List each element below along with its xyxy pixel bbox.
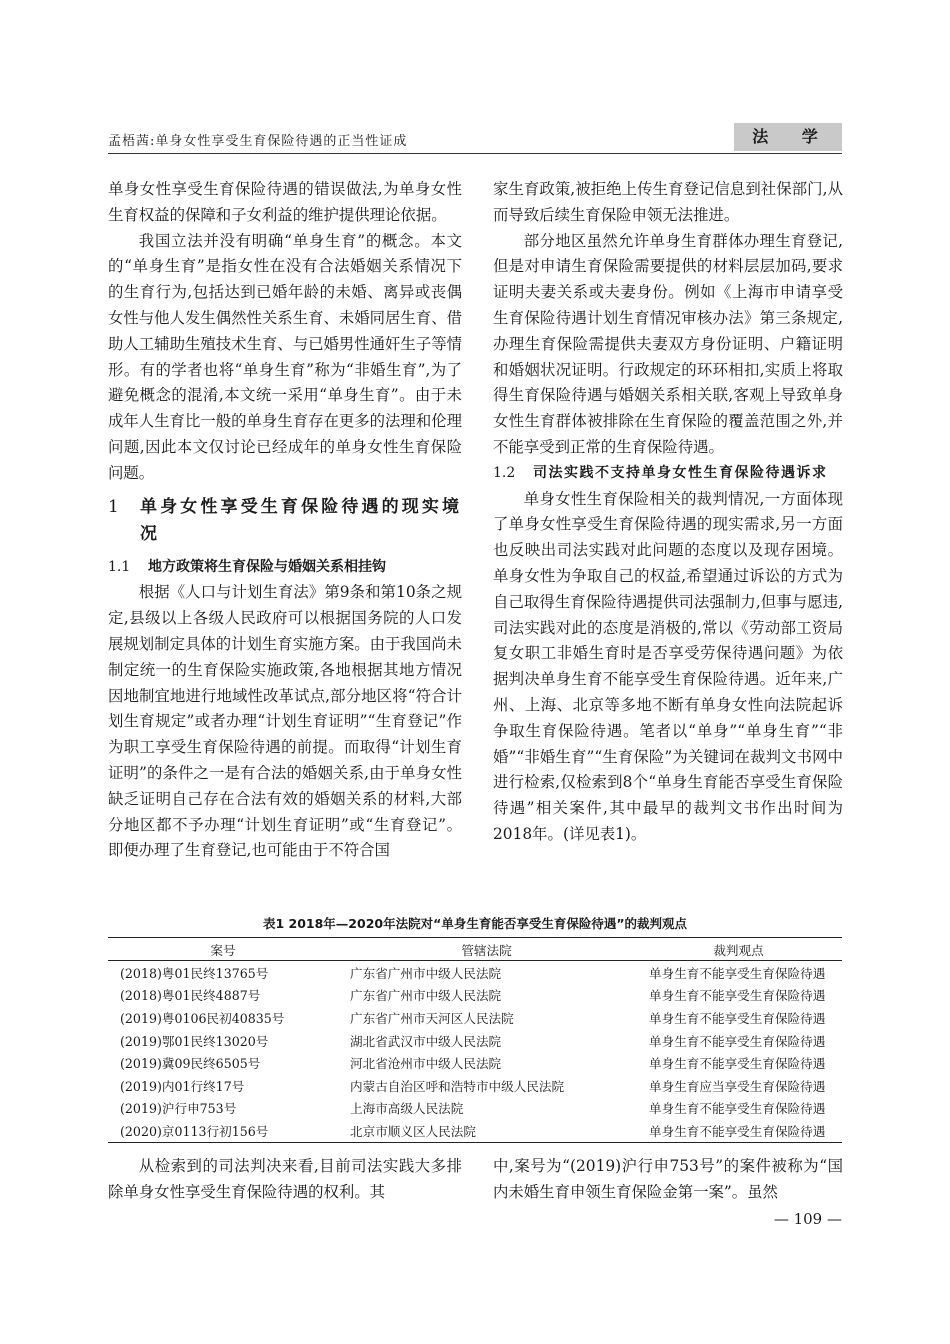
court: 河北省沧州市中级人民法院: [350, 1056, 502, 1072]
running-header: [108, 123, 842, 151]
court: 湖北省武汉市中级人民法院: [350, 1033, 502, 1049]
subsection-number: 1.2: [493, 464, 516, 481]
table-row: [108, 1051, 842, 1074]
court: 北京市顺义区人民法院: [338, 1119, 635, 1142]
section-title: 单身女性享受生育保险待遇的现实境况: [140, 496, 462, 544]
ruling: 单身生育应当享受生育保险待遇: [649, 1078, 826, 1094]
paragraph: 我国立法并没有明确“单身生育”的概念。本文的“单身生育”是指女性在没有合法婚姻关系情况下的生育行为,包括达到已婚年龄的未婚、离异或丧偶女性与他人发生偶然性关系生育、未婚同居生育、借助人工辅助生殖技术生育、与已婚男性通奸生子等情形。有的学者也将“单身生育”称为“非婚生育”,为了避免概念的混淆,本文统一采用“单身生育”。由于未成年人生育比一般的单身生育存在更多的法理和伦理问题,因此本文仅讨论已经成年的单身女性生育保险问题。: [108, 231, 462, 482]
running-title: 孟梧茜:单身女性享受生育保险待遇的正当性证成: [108, 134, 408, 149]
section-number: 1: [108, 496, 119, 517]
court: 广东省广州市中级人民法院: [350, 988, 502, 1004]
column-header: 裁判观点: [635, 938, 842, 961]
court: 内蒙古自治区呼和浩特市中级人民法院: [350, 1078, 565, 1094]
table-row: [108, 984, 842, 1007]
left-column: [108, 177, 462, 864]
table-row: [108, 961, 842, 984]
table-header-row: [108, 938, 842, 961]
ruling: 单身生育不能享受生育保险待遇: [649, 1056, 826, 1072]
column-header: 管辖法院: [338, 938, 635, 961]
paragraph: 根据《人口与计划生育法》第9条和第10条之规定,县级以上各级人民政府可以根据国务院的人口发展规划制定具体的计划生育实施方案。由于我国尚未制定统一的生育保险实施政策,各地根据其地方情况因地制宜地进行地域性改革试点,部分地区将“符合计划生育规定”或者办理“计划生育证明”“生育登记”作为职工享受生育保险待遇的前提。而取得“计划生育证明”的条件之一是有合法的婚姻关系,由于单身女性缺乏证明自己存在合法有效的婚姻关系的材料,大部分地区都不予办理“计划生育证明”或“生育登记”。即便办理了生育登记,也可能由于不符合国: [108, 583, 462, 860]
case-number: (2019)鄂01民终13020号: [120, 1033, 269, 1049]
case-number: (2018)粤01民终13765号: [120, 965, 269, 981]
paragraph: 单身女性生育保险相关的裁判情况,一方面体现了单身女性享受生育保险待遇的现实需求,另一方面也反映出司法实践对此问题的态度以及现存困境。单身女性为争取自己的权益,希望通过诉讼的方式为自己取得生育保险待遇提供司法强制力,但事与愿违,司法实践对此的态度是消极的,常以《劳动部工资局复女职工非婚生育时是否享受劳保待遇问题》为依据判决单身生育不能享受生育保险待遇。近年来,广州、上海、北京等多地不断有单身女性向法院起诉争取生育保险待遇。笔者以“单身”“单身生育”“非婚”“非婚生育”“生育保险”为关键词在裁判文书网中进行检索,仅检索到8个“单身生育能否享受生育保险待遇”相关案件,其中最早的裁判文书作出时间为2018年。(详见表1)。: [493, 489, 843, 843]
table-caption: 表1 2018年—2020年法院对“单身生育能否享受生育保险待遇”的裁判观点: [262, 916, 688, 931]
header-divider: [108, 153, 842, 154]
court: 广东省广州市中级人民法院: [350, 965, 502, 981]
subsection-title: 司法实践不支持单身女性生育保险待遇诉求: [533, 464, 828, 481]
paragraph: 单身女性享受生育保险待遇的错误做法,为单身女性生育权益的保障和子女利益的维护提供理论依据。: [108, 180, 462, 224]
section-heading: [108, 494, 462, 548]
case-number: (2019)粤0106民初40835号: [120, 1010, 285, 1026]
ruling: 单身生育不能享受生育保险待遇: [649, 1101, 826, 1117]
table-row: [108, 1119, 842, 1142]
subsection-number: 1.1: [108, 558, 131, 575]
case-number: (2020)京0113行初156号: [108, 1119, 338, 1142]
paragraph: 家生育政策,被拒绝上传生育登记信息到社保部门,从而导致后续生育保险申领无法推进。: [493, 180, 843, 224]
court: 上海市高级人民法院: [350, 1101, 464, 1117]
subsection-heading: [108, 555, 462, 581]
table-row: [108, 1029, 842, 1052]
case-number: (2019)内01行终17号: [120, 1078, 245, 1094]
ruling: 单身生育不能享受生育保险待遇: [649, 1033, 826, 1049]
table-row: [108, 1074, 842, 1097]
court: 广东省广州市天河区人民法院: [350, 1010, 514, 1026]
ruling: 单身生育不能享受生育保险待遇: [649, 988, 826, 1004]
bottom-left-paragraph: [108, 1154, 462, 1206]
paragraph: 从检索到的司法判决来看,目前司法实践大多排除单身女性享受生育保险待遇的权利。其: [108, 1157, 462, 1201]
ruling: 单身生育不能享受生育保险待遇: [649, 965, 826, 981]
bottom-right-paragraph: [493, 1154, 843, 1206]
table-row: [108, 1097, 842, 1120]
column-header: 案号: [108, 938, 338, 961]
table-row: [108, 1006, 842, 1029]
paragraph: 中,案号为“(2019)沪行申753号”的案件被称为“国内未婚生育申领生育保险金第一案”。虽然: [493, 1157, 843, 1201]
case-table: [108, 937, 842, 1143]
ruling: 单身生育不能享受生育保险待遇: [649, 1010, 826, 1026]
paragraph: 部分地区虽然允许单身生育群体办理生育登记,但是对申请生育保险需要提供的材料层层加码,要求证明夫妻关系或夫妻身份。例如《上海市申请享受生育保险待遇计划生育情况审核办法》第三条规定,办理生育保险需提供夫妻双方身份证明、户籍证明和婚姻状况证明。行政规定的环环相扣,实质上将取得生育保险待遇与婚姻关系相关联,客观上导致单身女性生育群体被排除在生育保险的覆盖范围之外,并不能享受到正常的生育保险待遇。: [493, 231, 843, 456]
subsection-title: 地方政策将生育保险与婚姻关系相挂钩: [148, 558, 386, 575]
subsection-heading: [493, 461, 843, 487]
case-number: (2018)粤01民终4887号: [120, 988, 261, 1004]
case-number: (2019)冀09民终6505号: [120, 1056, 261, 1072]
section-tag: 法 学: [734, 123, 842, 151]
ruling: 单身生育不能享受生育保险待遇: [635, 1119, 842, 1142]
case-number: (2019)沪行申753号: [120, 1101, 237, 1117]
page-number: — 109 —: [773, 1210, 842, 1228]
right-column: [493, 177, 843, 848]
